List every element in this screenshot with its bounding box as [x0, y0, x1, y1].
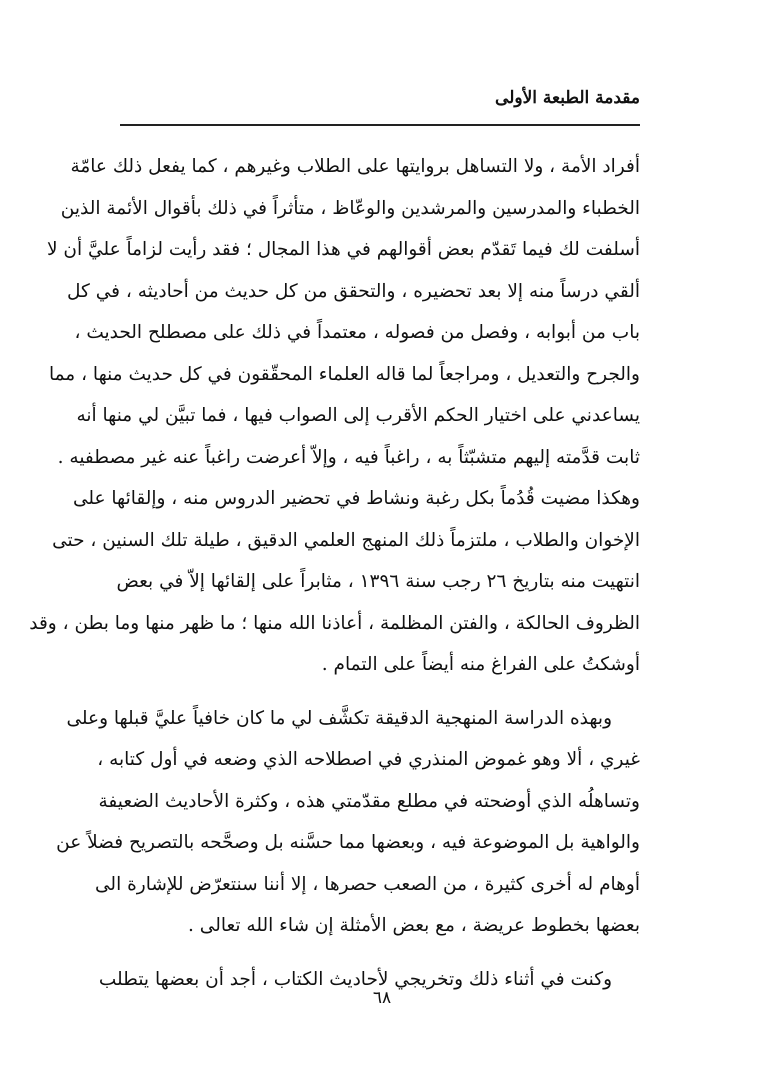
- text-line: أسلفت لك فيما تَقدّم بعض أقوالهم في هذا المجال ؛ فقد رأيت لزاماً عليَّ أن لا: [47, 239, 640, 260]
- text-line: وكنت في أثناء ذلك وتخريجي لأحاديث الكتاب ، أجد أن بعضها يتطلب: [98, 968, 612, 990]
- page-number: ٦٨: [372, 988, 392, 1008]
- text-line: والجرح والتعديل ، ومراجعاً لما قاله العلماء المحقّقون في كل حديث منها ، مما: [48, 363, 640, 385]
- paragraph-gap: [120, 947, 640, 959]
- text-line: ألقي درساً منه إلا بعد تحضيره ، والتحقق من كل حديث من أحاديثه ، في كل: [67, 280, 640, 302]
- header-divider: [120, 124, 640, 126]
- text-line: الظروف الحالكة ، والفتن المظلمة ، أعاذنا الله منها ؛ ما ظهر منها وما بطن ، وقد: [29, 612, 640, 634]
- text-line: يساعدني على اختيار الحكم الأقرب إلى الصواب فيها ، فما تبيَّن لي منها أنه: [76, 405, 640, 426]
- text-line: الخطباء والمدرسين والمرشدين والوعّاظ ، متأثراً في ذلك بأقوال الأئمة الذين: [60, 197, 640, 219]
- text-line: وهكذا مضيت قُدُماً بكل رغبة ونشاط في تحضير الدروس منه ، وإلقائها على: [72, 488, 640, 509]
- text-line: والواهية بل الموضوعة فيه ، وبعضها مما حسَّنه بل وصحَّحه بالتصريح فضلاً عن: [56, 832, 640, 853]
- text-line: ثابت قدَّمته إليهم متشبّثاً به ، راغباً فيه ، وإلاّ أعرضت راغباً عنه غير مصطفيه .: [57, 446, 640, 468]
- text-line: وتساهلُه الذي أوضحته في مطلع مقدّمتي هذه ، وكثرة الأحاديث الضعيفة: [98, 790, 640, 812]
- text-line: انتهيت منه بتاريخ ٢٦ رجب سنة ١٣٩٦ ، مثابراً على إلقائها إلاّ في بعض: [116, 571, 640, 592]
- paragraph-1: [29, 146, 640, 686]
- text-line: وبهذه الدراسة المنهجية الدقيقة تكشَّف لي ما كان خافياً عليَّ قبلها وعلى: [66, 707, 612, 729]
- text-line: أفراد الأمة ، ولا التساهل بروايتها على الطلاب وغيرهم ، كما يفعل ذلك عامّة: [70, 156, 640, 177]
- running-header-title: مقدمة الطبعة الأولى: [495, 88, 640, 108]
- paragraph-gap: [120, 686, 640, 698]
- text-line: باب من أبوابه ، وفصل من فصوله ، معتمداً في ذلك على مصطلح الحديث ،: [74, 322, 640, 343]
- text-line: بعضها بخطوط عريضة ، مع بعض الأمثلة إن شاء الله تعالى .: [188, 915, 640, 936]
- text-line: أوشكتُ على الفراغ منه أيضاً على التمام .: [321, 654, 640, 675]
- body-text: [29, 146, 640, 1000]
- text-line: غيري ، ألا وهو غموض المنذري في اصطلاحه الذي وضعه في أول كتابه ،: [97, 749, 640, 770]
- paragraph-2: [56, 698, 640, 947]
- text-line: أوهام له أخرى كثيرة ، من الصعب حصرها ، إلا أننا سنتعرّض للإشارة الى: [95, 873, 640, 895]
- text-line: الإخوان والطلاب ، ملتزماً ذلك المنهج العلمي الدقيق ، طيلة تلك السنين ، حتى: [52, 529, 640, 551]
